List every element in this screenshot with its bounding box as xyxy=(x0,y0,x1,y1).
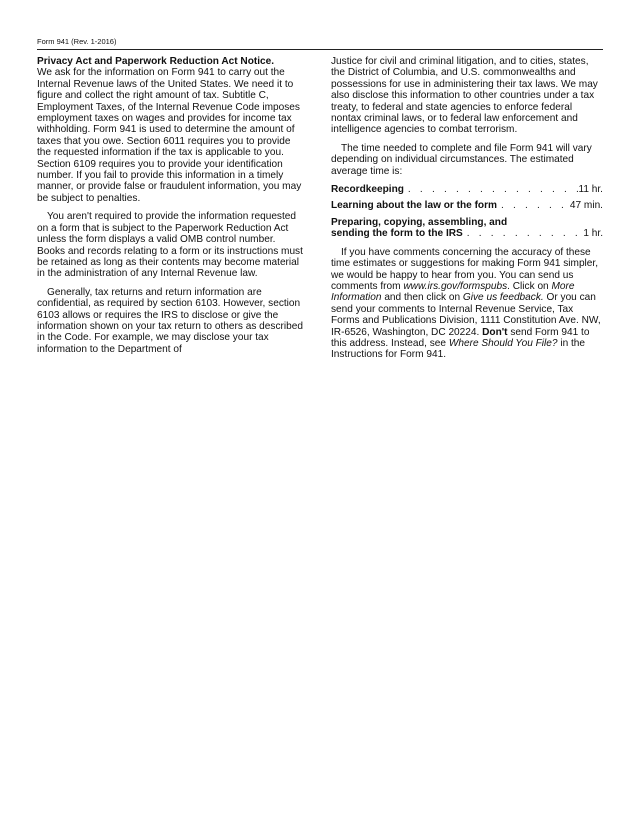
disclosure-paragraph: Justice for civil and criminal litigation, and to cities, states, the District of Columbia, and U.S. commonwealths and possessions for use in administering their tax laws. We may also disclose this information to other countries under a tax treaty, to federal and state agencies to enforce federal nontax criminal laws, or to federal law enforcement and intelligence agencies to combat terrorism. xyxy=(331,56,598,136)
privacy-heading: Privacy Act and Paperwork Reduction Act Notice. xyxy=(37,56,275,67)
time-row-learning xyxy=(331,200,603,211)
time-label: Recordkeeping xyxy=(331,184,404,196)
time-label-line1: Preparing, copying, assembling, and xyxy=(331,216,508,228)
leader-dots xyxy=(404,184,579,195)
omb-paragraph: You aren't required to provide the information requested on a form that is subject to the Paperwork Reduction Act unless the form displays a valid OMB control number. Books and records relating to a form or its instructions must be retained as long as their contents may become material in the administration of any Internal Revenue law. xyxy=(37,211,303,280)
time-label: Learning about the law or the form xyxy=(331,200,497,212)
comments-text: in the Instructions for Form 941. xyxy=(331,337,586,361)
time-value: 47 min. xyxy=(569,200,603,212)
dont-emphasis: Don't xyxy=(482,326,508,338)
time-value: 1 hr. xyxy=(583,228,603,240)
time-row-recordkeeping xyxy=(331,184,603,195)
time-row-preparing xyxy=(331,217,603,240)
left-column xyxy=(37,56,305,362)
time-label-line2: sending the form to the IRS xyxy=(331,228,463,240)
time-intro-paragraph: The time needed to complete and file Form 941 will vary depending on individual circumstances. The estimated average time is: xyxy=(331,142,592,177)
comments-paragraph xyxy=(331,247,603,361)
comments-text: and then click on xyxy=(384,292,461,304)
where-to-file-reference: Where Should You File? xyxy=(448,337,558,349)
leader-dots xyxy=(463,228,584,239)
time-value: 11 hr. xyxy=(578,184,603,196)
irs-url-link[interactable]: www.irs.gov/formspubs xyxy=(403,280,508,292)
form-header xyxy=(37,37,603,50)
form-label: Form 941 (Rev. 1-2016) xyxy=(37,37,117,46)
privacy-paragraph xyxy=(37,56,305,204)
privacy-text: We ask for the information on Form 941 to carry out the Internal Revenue laws of the United States. We need it to figure and collect the right amount of tax. Subtitle C, Employment Taxes, of the Internal Revenue Code imposes employment taxes on wages and provides for income tax withholding. Form 941 is used to determine the amount of taxes that you owe. Section 6011 requires you to provide the requested information if the tax is applicable to you. Section 6109 requires you to provide your identification number. If you fail to provide this information in a timely manner, or provide false or fraudulent information, you may be subject to penalties. xyxy=(37,67,302,204)
comments-text: send Form 941 to this address. Instead, see xyxy=(331,326,590,349)
right-column xyxy=(331,56,603,368)
comments-text: Or you can send your comments to Internal Revenue Service, Tax Forms and Publications Division, 1111 Constitution Ave. NW, IR-6526, Washington, DC 20224. xyxy=(331,292,601,338)
leader-dots xyxy=(497,200,570,211)
more-information-link: More Information xyxy=(331,280,575,304)
comments-text: If you have comments concerning the accuracy of these time estimates or suggestions for making Form 941 simpler, we would be happy to hear from you. You can send us comments from xyxy=(331,246,599,292)
give-feedback-link: Give us feedback. xyxy=(462,292,544,304)
confidentiality-paragraph: Generally, tax returns and return information are confidential, as required by section 6103. However, section 6103 allows or requires the IRS to disclose or give the information shown on your tax return to others as described in the Code. For example, we may disclose your tax information to the Department of xyxy=(37,286,303,355)
comments-text: . Click on xyxy=(507,280,549,292)
